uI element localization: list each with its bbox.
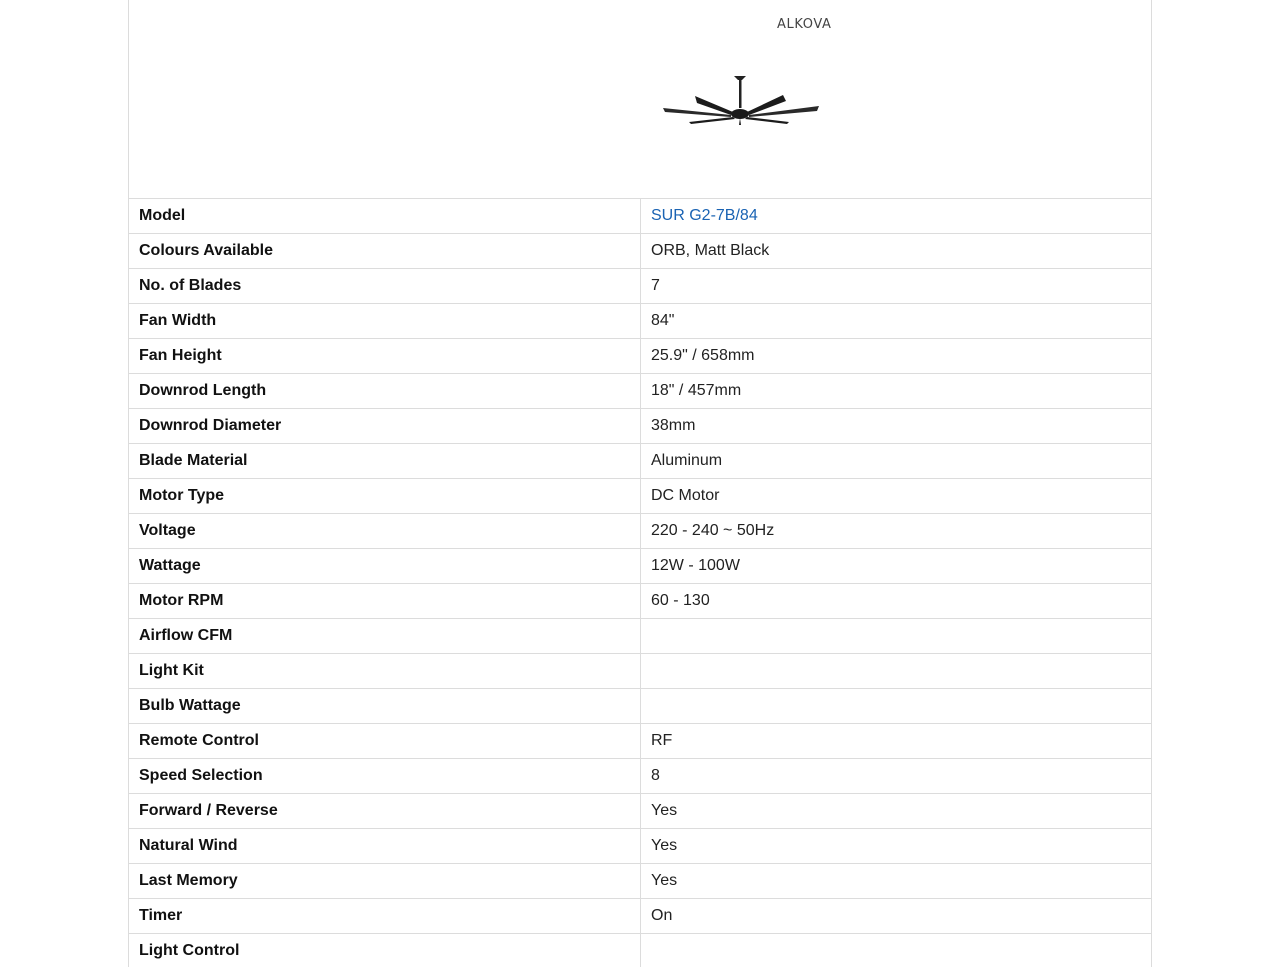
spec-value	[641, 689, 1152, 724]
spec-row	[129, 899, 1151, 934]
spec-row	[129, 584, 1151, 619]
model-link[interactable]: SUR G2-7B/84	[651, 207, 758, 224]
spec-row	[129, 619, 1151, 654]
spec-value: 38mm	[641, 409, 1152, 444]
spec-value: Yes	[641, 864, 1152, 899]
spec-row	[129, 724, 1151, 759]
spec-label: Natural Wind	[129, 829, 641, 864]
spec-row	[129, 689, 1151, 724]
spec-label: Fan Width	[129, 304, 641, 339]
spec-label: Voltage	[129, 514, 641, 549]
spec-label: Blade Material	[129, 444, 641, 479]
spec-label: Light Control	[129, 934, 641, 967]
spec-value: Aluminum	[641, 444, 1152, 479]
spec-row	[129, 514, 1151, 549]
specs-table	[129, 199, 1151, 967]
spec-value: 8	[641, 759, 1152, 794]
brand-logo: ALKOVA	[777, 17, 832, 32]
spec-row	[129, 829, 1151, 864]
ceiling-fan-image	[659, 70, 825, 126]
spec-row	[129, 339, 1151, 374]
spec-value: 60 - 130	[641, 584, 1152, 619]
spec-row	[129, 934, 1151, 967]
spec-value: ORB, Matt Black	[641, 234, 1152, 269]
spec-value	[641, 934, 1152, 967]
spec-label: Bulb Wattage	[129, 689, 641, 724]
spec-value	[641, 199, 1152, 234]
spec-label: Downrod Diameter	[129, 409, 641, 444]
spec-label: Last Memory	[129, 864, 641, 899]
spec-label: Downrod Length	[129, 374, 641, 409]
spec-value	[641, 619, 1152, 654]
spec-row	[129, 654, 1151, 689]
spec-value: RF	[641, 724, 1152, 759]
spec-row	[129, 234, 1151, 269]
spec-value: 7	[641, 269, 1152, 304]
spec-value: 25.9" / 658mm	[641, 339, 1152, 374]
spec-value: On	[641, 899, 1152, 934]
spec-value: DC Motor	[641, 479, 1152, 514]
spec-label: Fan Height	[129, 339, 641, 374]
spec-label: Light Kit	[129, 654, 641, 689]
spec-label: No. of Blades	[129, 269, 641, 304]
spec-row	[129, 199, 1151, 234]
spec-row	[129, 269, 1151, 304]
spec-label: Motor Type	[129, 479, 641, 514]
spec-row	[129, 444, 1151, 479]
spec-label: Model	[129, 199, 641, 234]
product-spec-card	[128, 0, 1152, 967]
spec-value	[641, 654, 1152, 689]
spec-value: 220 - 240 ~ 50Hz	[641, 514, 1152, 549]
spec-value: Yes	[641, 829, 1152, 864]
product-image-cell	[129, 0, 1151, 199]
spec-row	[129, 479, 1151, 514]
spec-label: Motor RPM	[129, 584, 641, 619]
spec-value: 18" / 457mm	[641, 374, 1152, 409]
spec-label: Timer	[129, 899, 641, 934]
spec-row	[129, 304, 1151, 339]
spec-label: Airflow CFM	[129, 619, 641, 654]
spec-label: Forward / Reverse	[129, 794, 641, 829]
spec-row	[129, 374, 1151, 409]
spec-label: Colours Available	[129, 234, 641, 269]
spec-label: Remote Control	[129, 724, 641, 759]
spec-row	[129, 794, 1151, 829]
spec-value: Yes	[641, 794, 1152, 829]
spec-value: 12W - 100W	[641, 549, 1152, 584]
spec-row	[129, 549, 1151, 584]
spec-label: Wattage	[129, 549, 641, 584]
spec-row	[129, 864, 1151, 899]
spec-row	[129, 759, 1151, 794]
spec-label: Speed Selection	[129, 759, 641, 794]
spec-value: 84"	[641, 304, 1152, 339]
spec-row	[129, 409, 1151, 444]
